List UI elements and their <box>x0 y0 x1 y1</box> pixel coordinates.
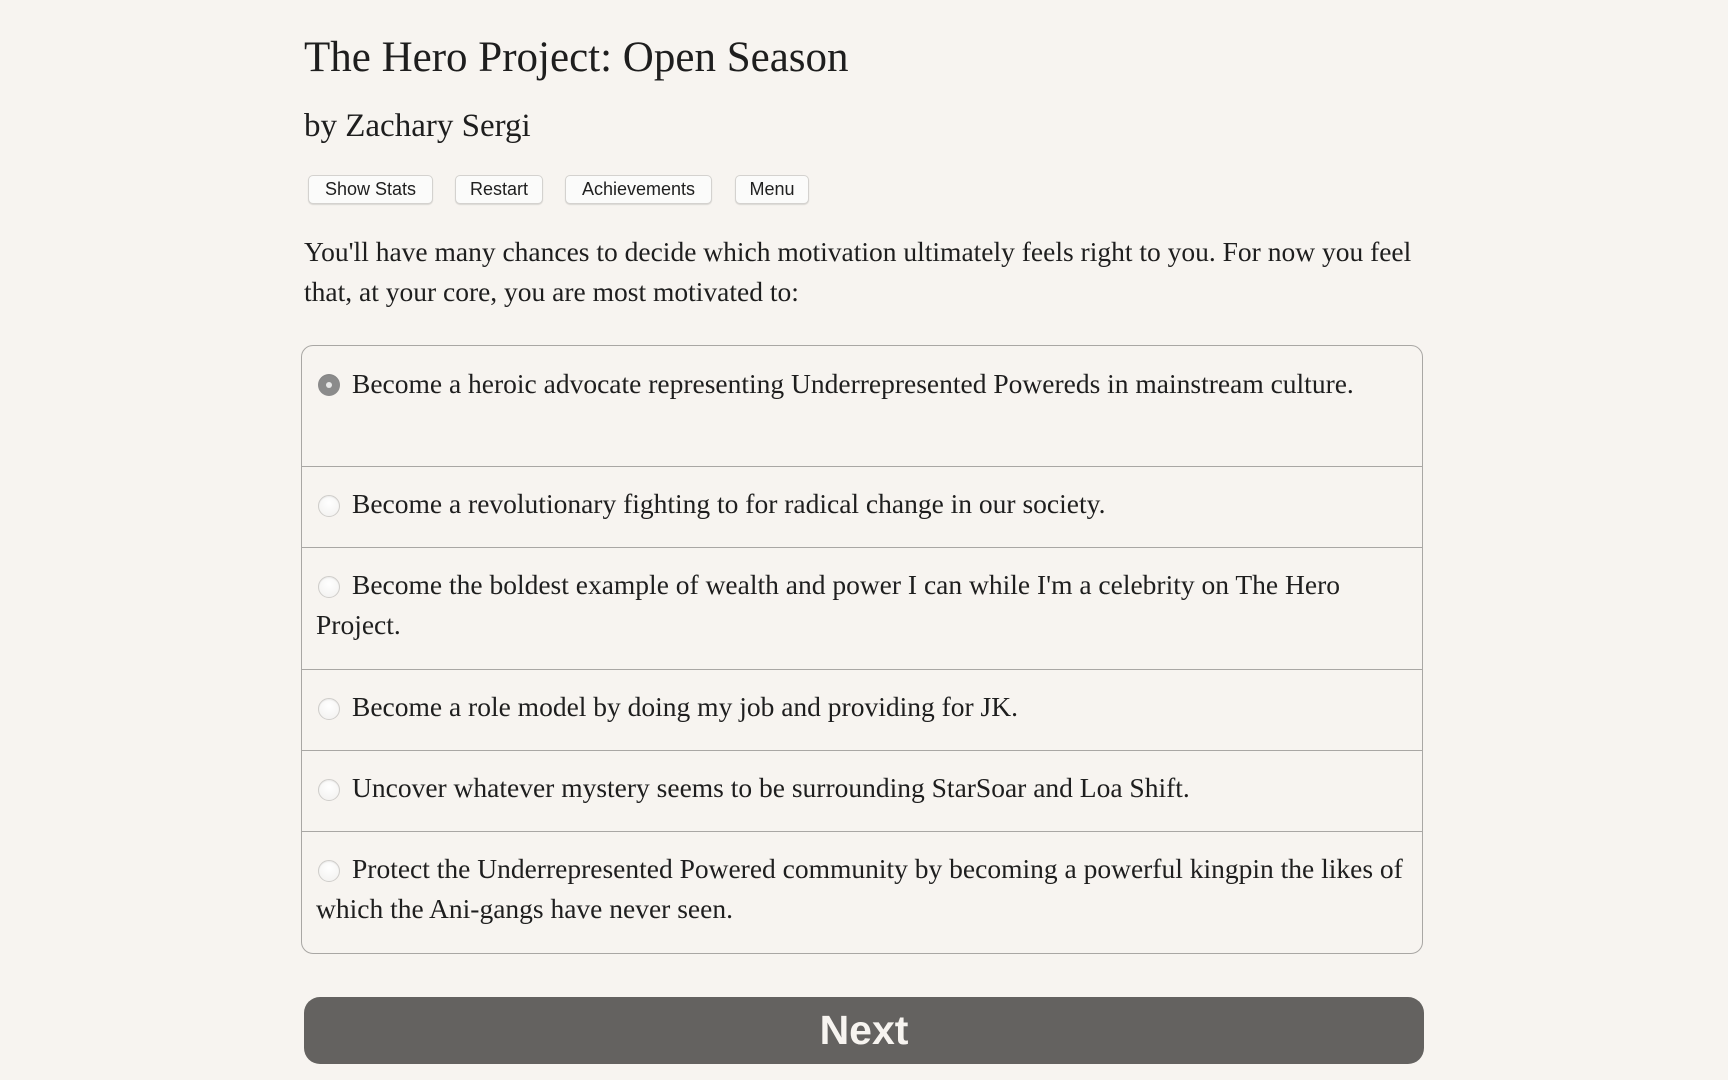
choice-option-3[interactable] <box>302 548 1422 670</box>
choice-label: Become the boldest example of wealth and power I can while I'm a celebrity on The Hero Project. <box>316 569 1340 640</box>
choice-option-4[interactable] <box>302 670 1422 751</box>
show-stats-button[interactable]: Show Stats <box>308 175 433 204</box>
next-button[interactable]: Next <box>304 997 1424 1064</box>
game-title: The Hero Project: Open Season <box>304 34 849 81</box>
achievements-button[interactable]: Achievements <box>565 175 712 204</box>
choice-option-5[interactable] <box>302 751 1422 832</box>
author-byline: by Zachary Sergi <box>304 108 531 144</box>
choice-label: Become a heroic advocate representing Underrepresented Powereds in mainstream culture. <box>352 368 1354 399</box>
passage-text: You'll have many chances to decide which motivation ultimately feels right to you. For now you feel that, at your core, you are most motivated to: <box>304 236 1412 307</box>
menu-button[interactable]: Menu <box>735 175 809 204</box>
restart-button[interactable]: Restart <box>455 175 543 204</box>
choice-option-2[interactable] <box>302 467 1422 548</box>
choice-label: Become a revolutionary fighting to for radical change in our society. <box>352 488 1106 519</box>
choice-label: Become a role model by doing my job and providing for JK. <box>352 691 1018 722</box>
choice-option-1[interactable] <box>302 346 1422 467</box>
choice-list <box>301 345 1423 954</box>
choice-option-6[interactable] <box>302 832 1422 954</box>
choice-label: Uncover whatever mystery seems to be surrounding StarSoar and Loa Shift. <box>352 772 1190 803</box>
choice-label: Protect the Underrepresented Powered community by becoming a powerful kingpin the likes of which the Ani-gangs have never seen. <box>316 853 1403 924</box>
